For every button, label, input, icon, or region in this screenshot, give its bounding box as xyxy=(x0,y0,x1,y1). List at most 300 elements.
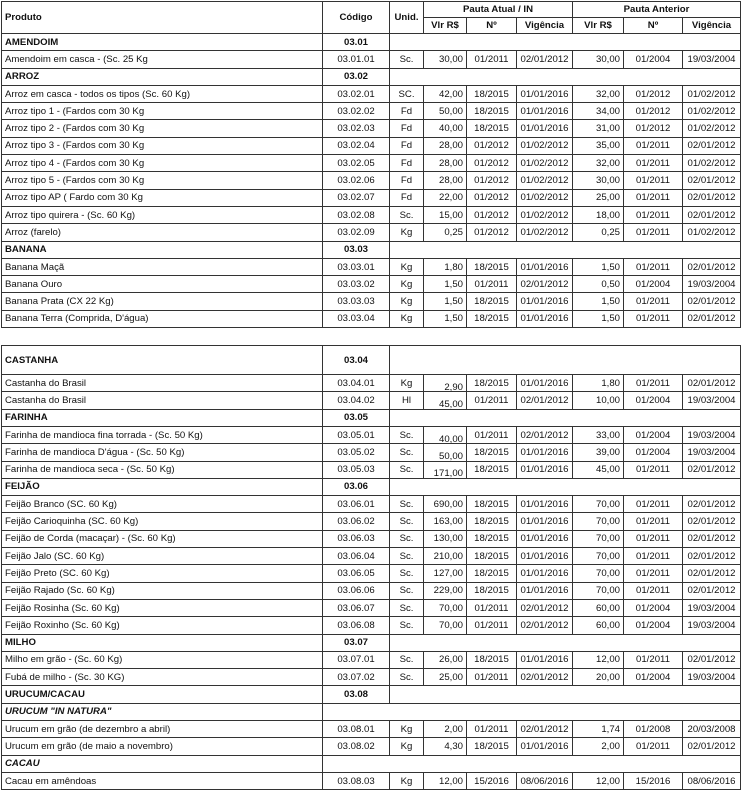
cell-numero-atual: 01/2011 xyxy=(467,392,517,409)
table-row xyxy=(2,51,741,68)
header-vigencia-atual: Vigência xyxy=(517,18,573,34)
cell-unid: Sc. xyxy=(390,530,424,547)
cell-produto: Arroz tipo 4 - (Fardos com 30 Kg xyxy=(2,155,323,172)
price-table xyxy=(1,1,741,790)
cell-codigo: 03.02.05 xyxy=(323,155,390,172)
table-row xyxy=(2,375,741,392)
cell-unid: Kg xyxy=(390,224,424,241)
section-blank xyxy=(390,241,741,258)
cell-numero-atual: 18/2015 xyxy=(467,293,517,310)
cell-numero-atual: 01/2011 xyxy=(467,720,517,737)
cell-vigencia-anterior: 02/01/2012 xyxy=(683,548,741,565)
section-blank xyxy=(390,34,741,51)
cell-vigencia-atual: 01/01/2016 xyxy=(517,651,573,668)
cell-vigencia-anterior: 19/03/2004 xyxy=(683,617,741,634)
section-title: URUCUM/CACAU xyxy=(2,686,323,703)
cell-vigencia-anterior: 08/06/2016 xyxy=(683,772,741,789)
cell-produto: Arroz tipo 3 - (Fardos com 30 Kg xyxy=(2,137,323,154)
cell-vlr-anterior: 1,50 xyxy=(573,293,624,310)
cell-codigo: 03.02.02 xyxy=(323,103,390,120)
table-row xyxy=(2,530,741,547)
cell-vigencia-anterior: 19/03/2004 xyxy=(683,669,741,686)
cell-unid: Sc. xyxy=(390,206,424,223)
cell-vigencia-atual: 02/01/2012 xyxy=(517,51,573,68)
cell-vlr-atual: 2,90 xyxy=(424,375,467,392)
cell-vigencia-anterior: 02/01/2012 xyxy=(683,375,741,392)
cell-numero-atual: 18/2015 xyxy=(467,496,517,513)
header-pauta-anterior: Pauta Anterior xyxy=(573,2,741,18)
cell-unid: Fd xyxy=(390,155,424,172)
header-vlr-atual: Vlr R$ xyxy=(424,18,467,34)
cell-codigo: 03.06.01 xyxy=(323,496,390,513)
section-title: FARINHA xyxy=(2,409,323,426)
cell-produto: Banana Prata (CX 22 Kg) xyxy=(2,293,323,310)
table-row xyxy=(2,85,741,102)
cell-numero-anterior: 01/2011 xyxy=(624,224,683,241)
cell-vigencia-atual: 02/01/2012 xyxy=(517,669,573,686)
table-row xyxy=(2,258,741,275)
cell-vigencia-anterior: 01/02/2012 xyxy=(683,85,741,102)
cell-numero-anterior: 01/2011 xyxy=(624,137,683,154)
cell-produto: Arroz tipo 1 - (Fardos com 30 Kg xyxy=(2,103,323,120)
section-blank xyxy=(390,686,741,703)
cell-produto: Milho em grão - (Sc. 60 Kg) xyxy=(2,651,323,668)
cell-numero-atual: 01/2011 xyxy=(467,599,517,616)
section-title: BANANA xyxy=(2,241,323,258)
cell-unid: Sc. xyxy=(390,599,424,616)
cell-numero-anterior: 01/2012 xyxy=(624,120,683,137)
cell-vigencia-atual: 01/01/2016 xyxy=(517,120,573,137)
table-row xyxy=(2,189,741,206)
cell-codigo: 03.02.07 xyxy=(323,189,390,206)
cell-unid: Fd xyxy=(390,172,424,189)
cell-vlr-atual: 4,30 xyxy=(424,738,467,755)
cell-vlr-atual: 30,00 xyxy=(424,51,467,68)
cell-codigo: 03.04.02 xyxy=(323,392,390,409)
cell-produto: Feijão Rajado (Sc. 60 Kg) xyxy=(2,582,323,599)
cell-numero-anterior: 01/2011 xyxy=(624,530,683,547)
table-row xyxy=(2,772,741,789)
cell-numero-anterior: 01/2011 xyxy=(624,738,683,755)
cell-vlr-anterior: 70,00 xyxy=(573,548,624,565)
cell-numero-atual: 01/2011 xyxy=(467,51,517,68)
cell-codigo: 03.03.01 xyxy=(323,258,390,275)
cell-numero-anterior: 01/2011 xyxy=(624,375,683,392)
cell-vigencia-anterior: 02/01/2012 xyxy=(683,565,741,582)
cell-unid: Kg xyxy=(390,258,424,275)
cell-vigencia-atual: 01/01/2016 xyxy=(517,461,573,478)
cell-codigo: 03.01.01 xyxy=(323,51,390,68)
cell-vlr-atual: 70,00 xyxy=(424,617,467,634)
cell-numero-anterior: 01/2011 xyxy=(624,310,683,327)
cell-vlr-atual: 1,80 xyxy=(424,258,467,275)
section-code: 03.02 xyxy=(323,68,390,85)
table-row xyxy=(2,669,741,686)
cell-vigencia-atual: 02/01/2012 xyxy=(517,599,573,616)
cell-vigencia-anterior: 01/02/2012 xyxy=(683,120,741,137)
section-row xyxy=(2,34,741,51)
header-codigo: Código xyxy=(323,2,390,34)
table-row xyxy=(2,548,741,565)
subsection-blank xyxy=(323,703,741,720)
cell-codigo: 03.06.02 xyxy=(323,513,390,530)
section-title: ARROZ xyxy=(2,68,323,85)
cell-vigencia-anterior: 02/01/2012 xyxy=(683,293,741,310)
table-row xyxy=(2,172,741,189)
cell-vlr-atual: 163,00 xyxy=(424,513,467,530)
cell-codigo: 03.02.04 xyxy=(323,137,390,154)
cell-vlr-atual: 28,00 xyxy=(424,155,467,172)
cell-vigencia-anterior: 02/01/2012 xyxy=(683,738,741,755)
cell-numero-atual: 01/2011 xyxy=(467,426,517,443)
cell-produto: Urucum em grão (de dezembro a abril) xyxy=(2,720,323,737)
section-row xyxy=(2,346,741,375)
cell-vigencia-atual: 01/01/2016 xyxy=(517,293,573,310)
cell-vigencia-anterior: 02/01/2012 xyxy=(683,137,741,154)
cell-numero-anterior: 01/2011 xyxy=(624,172,683,189)
cell-produto: Feijão Preto (SC. 60 Kg) xyxy=(2,565,323,582)
cell-codigo: 03.06.05 xyxy=(323,565,390,582)
section-title: MILHO xyxy=(2,634,323,651)
cell-vlr-atual: 26,00 xyxy=(424,651,467,668)
header-pauta-atual: Pauta Atual / IN xyxy=(424,2,573,18)
cell-vigencia-anterior: 02/01/2012 xyxy=(683,461,741,478)
cell-numero-anterior: 01/2011 xyxy=(624,548,683,565)
cell-unid: Fd xyxy=(390,189,424,206)
table-row xyxy=(2,651,741,668)
cell-vigencia-atual: 01/02/2012 xyxy=(517,224,573,241)
cell-produto: Arroz em casca - todos os tipos (Sc. 60 Kg) xyxy=(2,85,323,102)
cell-vigencia-anterior: 02/01/2012 xyxy=(683,189,741,206)
header-vlr-anterior: Vlr R$ xyxy=(573,18,624,34)
cell-codigo: 03.07.02 xyxy=(323,669,390,686)
header-unid: Unid. xyxy=(390,2,424,34)
cell-numero-atual: 18/2015 xyxy=(467,530,517,547)
cell-vlr-atual: 1,50 xyxy=(424,293,467,310)
cell-numero-atual: 18/2015 xyxy=(467,258,517,275)
table-body xyxy=(2,34,741,790)
cell-unid: Fd xyxy=(390,120,424,137)
cell-vigencia-atual: 01/02/2012 xyxy=(517,137,573,154)
cell-numero-atual: 01/2011 xyxy=(467,617,517,634)
cell-vlr-anterior: 1,50 xyxy=(573,258,624,275)
cell-vigencia-anterior: 02/01/2012 xyxy=(683,513,741,530)
cell-codigo: 03.05.01 xyxy=(323,426,390,443)
cell-vlr-anterior: 70,00 xyxy=(573,496,624,513)
subsection-title: CACAU xyxy=(2,755,323,772)
table-row xyxy=(2,599,741,616)
cell-vlr-anterior: 25,00 xyxy=(573,189,624,206)
section-blank xyxy=(390,634,741,651)
section-code: 03.01 xyxy=(323,34,390,51)
header-numero-anterior: Nº xyxy=(624,18,683,34)
cell-unid: Kg xyxy=(390,293,424,310)
cell-numero-anterior: 01/2004 xyxy=(624,617,683,634)
cell-codigo: 03.07.01 xyxy=(323,651,390,668)
cell-numero-anterior: 01/2008 xyxy=(624,720,683,737)
table-row xyxy=(2,461,741,478)
cell-vlr-anterior: 1,80 xyxy=(573,375,624,392)
table-row xyxy=(2,738,741,755)
cell-produto: Castanha do Brasil xyxy=(2,392,323,409)
cell-unid: Sc. xyxy=(390,426,424,443)
cell-vlr-anterior: 70,00 xyxy=(573,565,624,582)
cell-vigencia-anterior: 01/02/2012 xyxy=(683,155,741,172)
cell-vigencia-atual: 02/01/2012 xyxy=(517,392,573,409)
cell-codigo: 03.03.04 xyxy=(323,310,390,327)
table-row xyxy=(2,720,741,737)
table-row xyxy=(2,155,741,172)
cell-unid: Kg xyxy=(390,375,424,392)
cell-numero-atual: 18/2015 xyxy=(467,120,517,137)
cell-numero-atual: 18/2015 xyxy=(467,582,517,599)
cell-numero-anterior: 01/2012 xyxy=(624,103,683,120)
cell-vigencia-anterior: 02/01/2012 xyxy=(683,172,741,189)
table-row xyxy=(2,224,741,241)
cell-vlr-atual: 171,00 xyxy=(424,461,467,478)
cell-vlr-atual: 229,00 xyxy=(424,582,467,599)
cell-vigencia-atual: 01/02/2012 xyxy=(517,189,573,206)
cell-vigencia-atual: 01/01/2016 xyxy=(517,85,573,102)
table-row xyxy=(2,276,741,293)
cell-vigencia-atual: 02/01/2012 xyxy=(517,720,573,737)
cell-vigencia-anterior: 02/01/2012 xyxy=(683,258,741,275)
cell-codigo: 03.05.02 xyxy=(323,444,390,461)
cell-vlr-atual: 40,00 xyxy=(424,120,467,137)
spacer xyxy=(2,328,741,346)
cell-numero-atual: 01/2011 xyxy=(467,669,517,686)
cell-vlr-atual: 0,25 xyxy=(424,224,467,241)
table-row xyxy=(2,426,741,443)
cell-vlr-anterior: 60,00 xyxy=(573,617,624,634)
cell-numero-anterior: 01/2004 xyxy=(624,392,683,409)
cell-vigencia-anterior: 19/03/2004 xyxy=(683,392,741,409)
cell-numero-anterior: 01/2004 xyxy=(624,444,683,461)
cell-produto: Arroz tipo AP ( Fardo com 30 Kg xyxy=(2,189,323,206)
cell-numero-anterior: 01/2011 xyxy=(624,496,683,513)
table-row xyxy=(2,513,741,530)
cell-numero-anterior: 01/2004 xyxy=(624,599,683,616)
table-row xyxy=(2,496,741,513)
cell-produto: Feijão Carioquinha (SC. 60 Kg) xyxy=(2,513,323,530)
section-title: FEIJÃO xyxy=(2,478,323,495)
section-code: 03.07 xyxy=(323,634,390,651)
section-code: 03.04 xyxy=(323,346,390,375)
cell-codigo: 03.06.04 xyxy=(323,548,390,565)
cell-numero-atual: 15/2016 xyxy=(467,772,517,789)
cell-vigencia-atual: 01/01/2016 xyxy=(517,310,573,327)
cell-produto: Feijão Branco (SC. 60 Kg) xyxy=(2,496,323,513)
cell-unid: Sc. xyxy=(390,444,424,461)
section-row xyxy=(2,68,741,85)
header-vigencia-anterior: Vigência xyxy=(683,18,741,34)
cell-produto: Feijão de Corda (macaçar) - (Sc. 60 Kg) xyxy=(2,530,323,547)
cell-unid: Kg xyxy=(390,276,424,293)
cell-vlr-atual: 12,00 xyxy=(424,772,467,789)
cell-codigo: 03.03.03 xyxy=(323,293,390,310)
cell-vigencia-atual: 02/01/2012 xyxy=(517,617,573,634)
cell-vlr-atual: 1,50 xyxy=(424,310,467,327)
cell-vigencia-anterior: 19/03/2004 xyxy=(683,276,741,293)
cell-produto: Feijão Rosinha (Sc. 60 Kg) xyxy=(2,599,323,616)
cell-vlr-atual: 22,00 xyxy=(424,189,467,206)
section-code: 03.08 xyxy=(323,686,390,703)
section-title: CASTANHA xyxy=(2,346,323,375)
cell-codigo: 03.06.08 xyxy=(323,617,390,634)
cell-numero-atual: 01/2012 xyxy=(467,137,517,154)
cell-produto: Fubá de milho - (Sc. 30 KG) xyxy=(2,669,323,686)
table-row xyxy=(2,293,741,310)
cell-unid: Kg xyxy=(390,738,424,755)
cell-vlr-atual: 50,00 xyxy=(424,444,467,461)
cell-vigencia-atual: 01/02/2012 xyxy=(517,172,573,189)
cell-produto: Feijão Jalo (SC. 60 Kg) xyxy=(2,548,323,565)
cell-vlr-anterior: 12,00 xyxy=(573,651,624,668)
cell-unid: Sc. xyxy=(390,496,424,513)
cell-numero-atual: 18/2015 xyxy=(467,738,517,755)
section-blank xyxy=(390,409,741,426)
cell-vigencia-anterior: 20/03/2008 xyxy=(683,720,741,737)
cell-vlr-atual: 1,50 xyxy=(424,276,467,293)
cell-vlr-anterior: 60,00 xyxy=(573,599,624,616)
cell-vlr-atual: 70,00 xyxy=(424,599,467,616)
cell-produto: Banana Ouro xyxy=(2,276,323,293)
subsection-blank xyxy=(323,755,741,772)
cell-vigencia-atual: 01/01/2016 xyxy=(517,375,573,392)
table-row xyxy=(2,582,741,599)
section-code: 03.05 xyxy=(323,409,390,426)
cell-numero-anterior: 01/2011 xyxy=(624,293,683,310)
cell-vigencia-atual: 01/01/2016 xyxy=(517,530,573,547)
cell-vigencia-atual: 02/01/2012 xyxy=(517,276,573,293)
cell-numero-atual: 01/2012 xyxy=(467,189,517,206)
cell-codigo: 03.08.02 xyxy=(323,738,390,755)
cell-numero-atual: 18/2015 xyxy=(467,444,517,461)
cell-vigencia-atual: 01/02/2012 xyxy=(517,155,573,172)
cell-vlr-anterior: 39,00 xyxy=(573,444,624,461)
section-row xyxy=(2,478,741,495)
cell-vigencia-atual: 02/01/2012 xyxy=(517,426,573,443)
cell-numero-anterior: 01/2004 xyxy=(624,426,683,443)
cell-numero-atual: 18/2015 xyxy=(467,565,517,582)
cell-vigencia-atual: 01/02/2012 xyxy=(517,206,573,223)
cell-vigencia-atual: 01/01/2016 xyxy=(517,103,573,120)
cell-vlr-anterior: 2,00 xyxy=(573,738,624,755)
cell-vigencia-atual: 01/01/2016 xyxy=(517,496,573,513)
cell-vigencia-atual: 01/01/2016 xyxy=(517,444,573,461)
spacer-row xyxy=(2,328,741,346)
cell-vigencia-atual: 01/01/2016 xyxy=(517,513,573,530)
cell-numero-atual: 01/2011 xyxy=(467,276,517,293)
section-title: AMENDOIM xyxy=(2,34,323,51)
cell-produto: Farinha de mandioca seca - (Sc. 50 Kg) xyxy=(2,461,323,478)
table-row xyxy=(2,120,741,137)
cell-vigencia-atual: 01/01/2016 xyxy=(517,582,573,599)
cell-vlr-atual: 40,00 xyxy=(424,426,467,443)
table-row xyxy=(2,444,741,461)
cell-produto: Amendoim em casca - (Sc. 25 Kg xyxy=(2,51,323,68)
cell-vlr-anterior: 1,50 xyxy=(573,310,624,327)
cell-produto: Feijão Roxinho (Sc. 60 Kg) xyxy=(2,617,323,634)
section-code: 03.03 xyxy=(323,241,390,258)
cell-vlr-anterior: 10,00 xyxy=(573,392,624,409)
cell-vigencia-atual: 01/01/2016 xyxy=(517,258,573,275)
cell-vlr-anterior: 70,00 xyxy=(573,582,624,599)
cell-vlr-atual: 25,00 xyxy=(424,669,467,686)
cell-numero-atual: 18/2015 xyxy=(467,85,517,102)
cell-vigencia-anterior: 02/01/2012 xyxy=(683,206,741,223)
cell-produto: Farinha de mandioca D'água - (Sc. 50 Kg) xyxy=(2,444,323,461)
cell-unid: Sc. xyxy=(390,582,424,599)
cell-numero-anterior: 01/2011 xyxy=(624,565,683,582)
cell-unid: Sc. xyxy=(390,617,424,634)
cell-codigo: 03.08.01 xyxy=(323,720,390,737)
cell-vlr-anterior: 12,00 xyxy=(573,772,624,789)
cell-unid: Sc. xyxy=(390,513,424,530)
cell-vigencia-atual: 01/01/2016 xyxy=(517,548,573,565)
cell-numero-anterior: 01/2004 xyxy=(624,669,683,686)
cell-numero-atual: 01/2012 xyxy=(467,172,517,189)
cell-numero-anterior: 01/2011 xyxy=(624,206,683,223)
cell-vlr-atual: 45,00 xyxy=(424,392,467,409)
cell-vigencia-anterior: 02/01/2012 xyxy=(683,582,741,599)
cell-vlr-atual: 690,00 xyxy=(424,496,467,513)
cell-numero-anterior: 01/2011 xyxy=(624,582,683,599)
cell-vlr-atual: 15,00 xyxy=(424,206,467,223)
section-row xyxy=(2,686,741,703)
cell-vigencia-atual: 08/06/2016 xyxy=(517,772,573,789)
cell-codigo: 03.06.07 xyxy=(323,599,390,616)
cell-unid: Kg xyxy=(390,720,424,737)
cell-vlr-atual: 127,00 xyxy=(424,565,467,582)
cell-vlr-anterior: 70,00 xyxy=(573,530,624,547)
cell-vlr-anterior: 33,00 xyxy=(573,426,624,443)
cell-unid: Sc. xyxy=(390,548,424,565)
cell-numero-atual: 01/2012 xyxy=(467,206,517,223)
cell-produto: Urucum em grão (de maio a novembro) xyxy=(2,738,323,755)
subsection-row xyxy=(2,755,741,772)
cell-numero-atual: 18/2015 xyxy=(467,513,517,530)
cell-vigencia-anterior: 19/03/2004 xyxy=(683,51,741,68)
cell-unid: Sc. xyxy=(390,669,424,686)
cell-vlr-atual: 50,00 xyxy=(424,103,467,120)
cell-produto: Banana Terra (Comprida, D'água) xyxy=(2,310,323,327)
cell-codigo: 03.08.03 xyxy=(323,772,390,789)
cell-unid: SC. xyxy=(390,85,424,102)
cell-unid: Kg xyxy=(390,772,424,789)
cell-vlr-atual: 2,00 xyxy=(424,720,467,737)
table-row xyxy=(2,617,741,634)
cell-unid: Hl xyxy=(390,392,424,409)
cell-codigo: 03.03.02 xyxy=(323,276,390,293)
cell-vlr-anterior: 34,00 xyxy=(573,103,624,120)
cell-produto: Arroz tipo 2 - (Fardos com 30 Kg xyxy=(2,120,323,137)
cell-unid: Kg xyxy=(390,310,424,327)
cell-vlr-anterior: 20,00 xyxy=(573,669,624,686)
cell-numero-anterior: 01/2011 xyxy=(624,258,683,275)
section-row xyxy=(2,409,741,426)
header-numero-atual: Nº xyxy=(467,18,517,34)
subsection-row xyxy=(2,703,741,720)
cell-vlr-anterior: 30,00 xyxy=(573,172,624,189)
cell-codigo: 03.05.03 xyxy=(323,461,390,478)
cell-vlr-anterior: 0,50 xyxy=(573,276,624,293)
cell-produto: Arroz tipo 5 - (Fardos com 30 Kg xyxy=(2,172,323,189)
cell-produto: Arroz tipo quirera - (Sc. 60 Kg) xyxy=(2,206,323,223)
cell-vigencia-anterior: 19/03/2004 xyxy=(683,599,741,616)
cell-numero-anterior: 01/2004 xyxy=(624,276,683,293)
cell-numero-anterior: 01/2011 xyxy=(624,513,683,530)
